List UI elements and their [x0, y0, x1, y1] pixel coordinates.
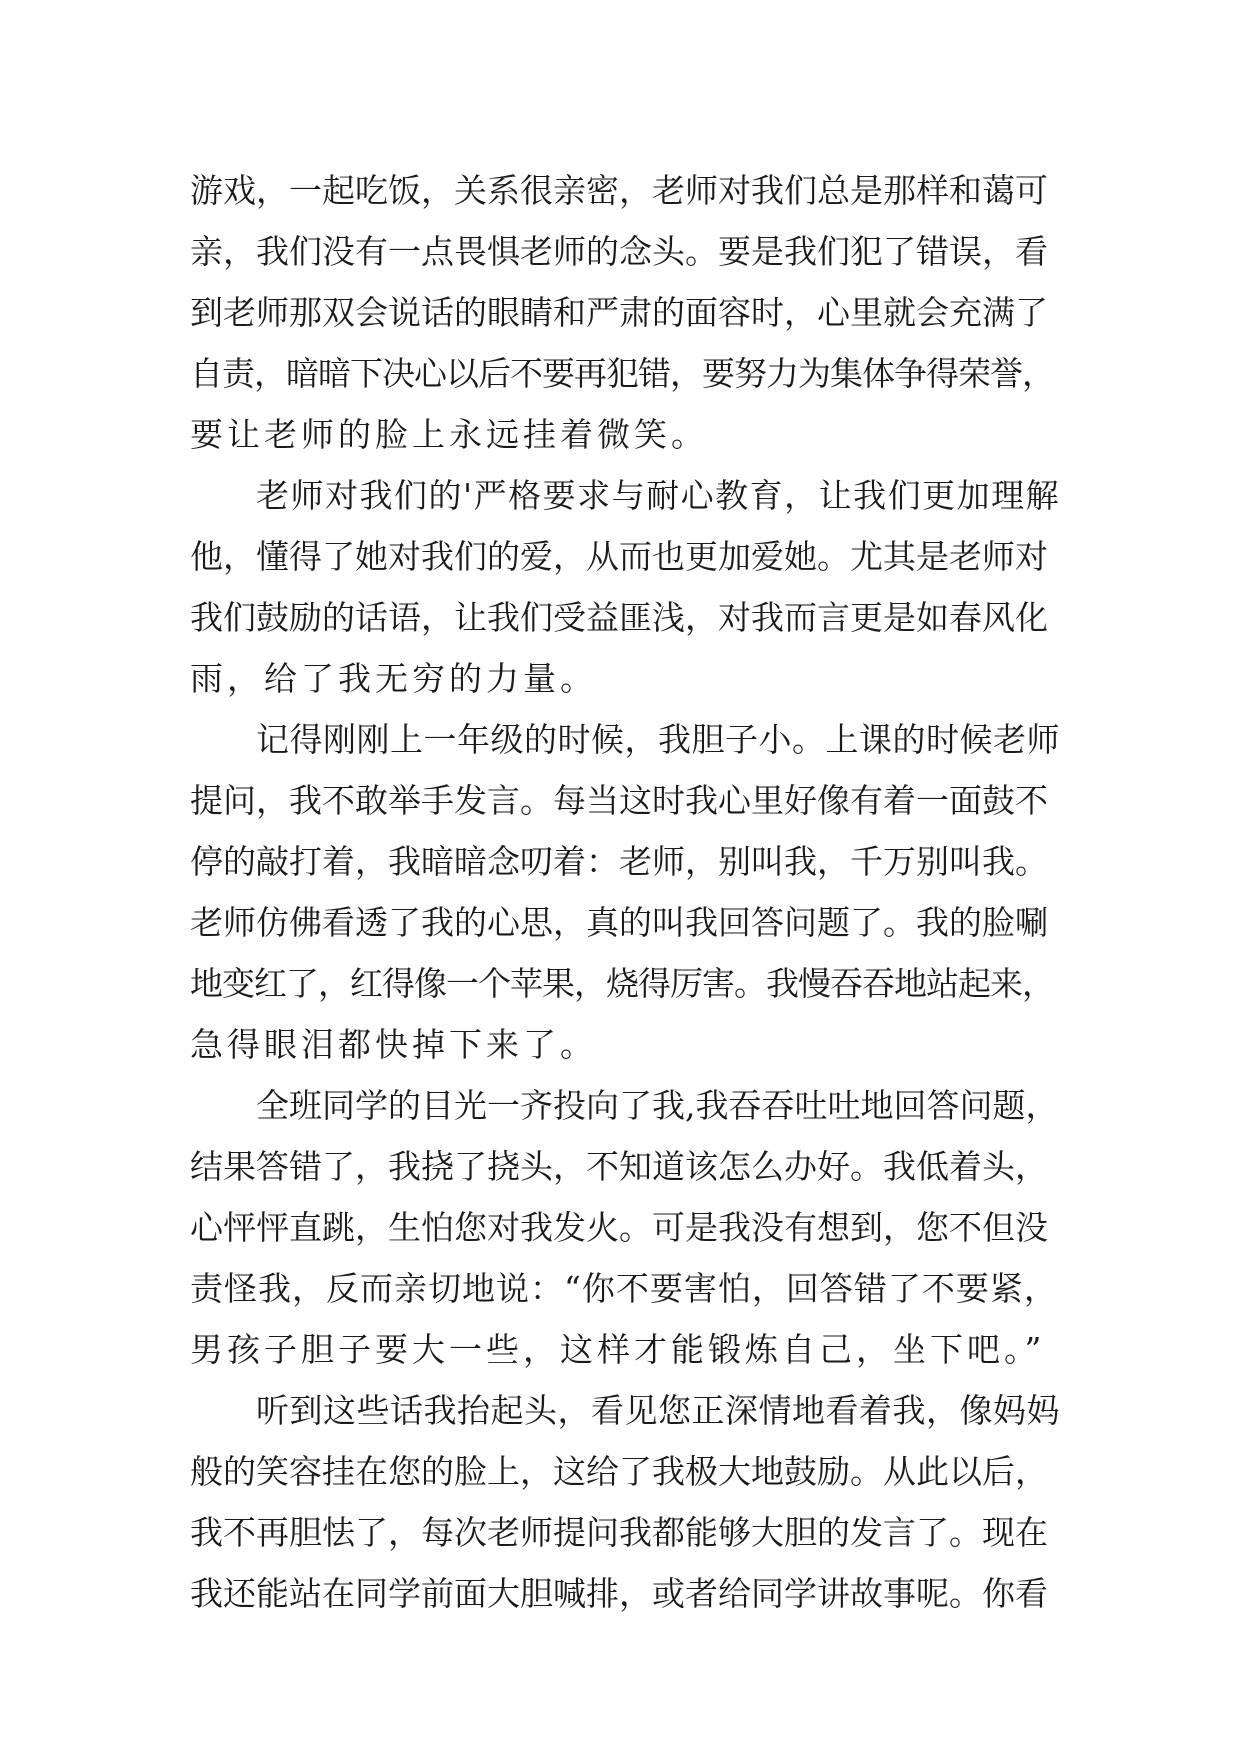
text-line: 老师仿佛看透了我的心思，真的叫我回答问题了。我的脸唰 — [190, 903, 1048, 942]
paragraph — [190, 1380, 1060, 1624]
text-line: 记得刚刚上一年级的时候，我胆子小。上课的时候老师 — [256, 720, 1060, 759]
text-line: 我还能站在同学前面大胆喊排，或者给同学讲故事呢。你看 — [190, 1574, 1048, 1613]
paragraph — [190, 160, 1060, 465]
paragraph — [190, 709, 1060, 1075]
text-line: 心怦怦直跳，生怕您对我发火。可是我没有想到，您不但没 — [190, 1208, 1048, 1247]
text-line: 游戏，一起吃饭，关系很亲密，老师对我们总是那样和蔼可 — [190, 171, 1048, 210]
text-line: 全班同学的目光一齐投向了我,我吞吞吐吐地回答问题， — [256, 1086, 1059, 1125]
text-line: 他，懂得了她对我们的爱，从而也更加爱她。尤其是老师对 — [190, 537, 1048, 576]
text-line: 雨，给了我无穷的力量。 — [190, 659, 597, 698]
text-line: 自责，暗暗下决心以后不要再犯错，要努力为集体争得荣誉， — [190, 354, 1054, 393]
text-line: 般的笑容挂在您的脸上，这给了我极大地鼓励。从此以后， — [190, 1452, 1048, 1491]
text-line: 结果答错了，我挠了挠头，不知道该怎么办好。我低着头， — [190, 1147, 1048, 1186]
text-line: 亲，我们没有一点畏惧老师的念头。要是我们犯了错误，看 — [190, 232, 1048, 271]
paragraph — [190, 1075, 1060, 1380]
text-line: 男孩子胆子要大一些，这样才能锻炼自己，坐下吧。” — [190, 1330, 1046, 1369]
text-line: 地变红了，红得像一个苹果，烧得厉害。我慢吞吞地站起来， — [190, 964, 1054, 1003]
text-line: 要让老师的脸上永远挂着微笑。 — [190, 415, 708, 454]
text-line: 到老师那双会说话的眼睛和严肃的面容时，心里就会充满了 — [190, 293, 1048, 332]
text-line: 我们鼓励的话语，让我们受益匪浅，对我而言更是如春风化 — [190, 598, 1048, 637]
paragraph — [190, 465, 1060, 709]
text-line: 我不再胆怯了，每次老师提问我都能够大胆的发言了。现在 — [190, 1513, 1048, 1552]
text-line: 急得眼泪都快掉下来了。 — [190, 1025, 597, 1064]
document-body — [190, 160, 1060, 1624]
text-line: 停的敲打着，我暗暗念叨着：老师，别叫我，千万别叫我。 — [190, 842, 1048, 881]
text-line: 责怪我，反而亲切地说：“你不要害怕，回答错了不要紧， — [190, 1269, 1058, 1308]
text-line: 老师对我们的'严格要求与耐心教育，让我们更加理解 — [256, 476, 1061, 515]
text-line: 提问，我不敢举手发言。每当这时我心里好像有着一面鼓不 — [190, 781, 1048, 820]
text-line: 听到这些话我抬起头，看见您正深情地看着我，像妈妈 — [256, 1391, 1060, 1430]
